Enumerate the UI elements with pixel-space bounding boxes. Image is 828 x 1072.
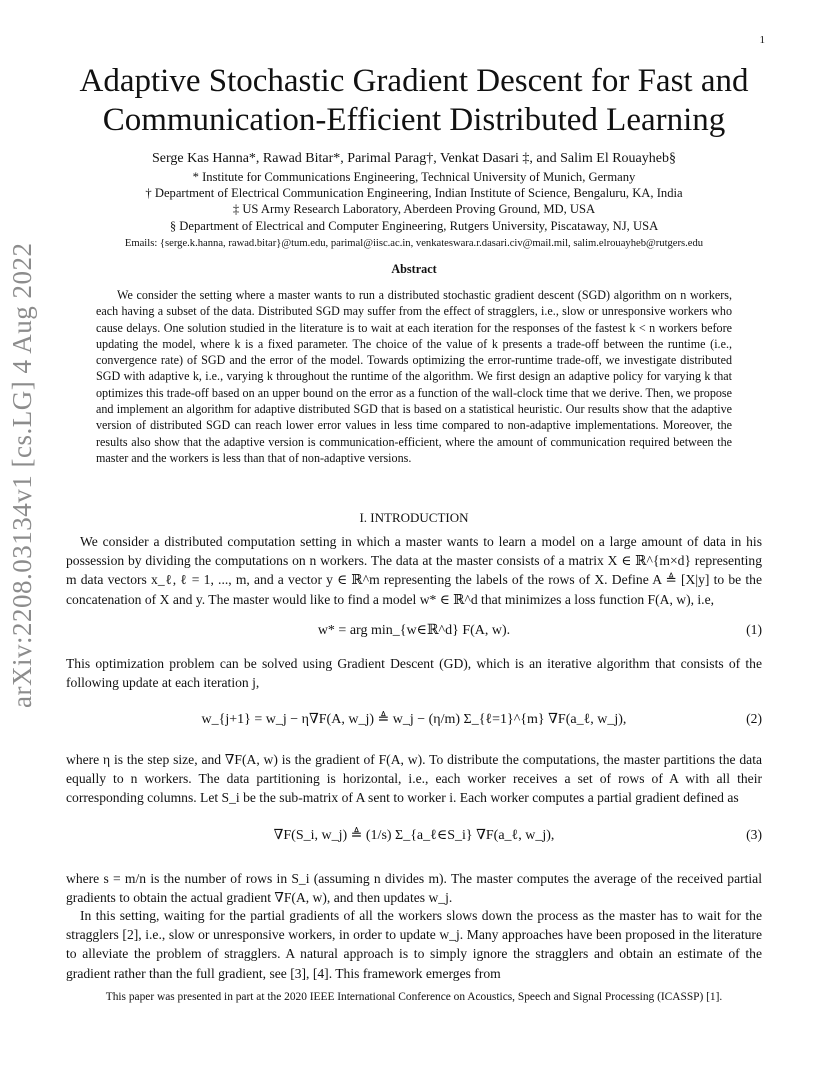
footnote: This paper was presented in part at the 2020 IEEE International Conference on Acoustics, Speech and Signal Processing (ICASSP) [1]. [105, 991, 723, 1003]
authors-line: Serge Kas Hanna*, Rawad Bitar*, Parimal Parag†, Venkat Dasari ‡, and Salim El Rouayheb§ [152, 151, 676, 166]
email-list: Emails: {serge.k.hanna, rawad.bitar}@tum.edu, parimal@iisc.ac.in, venkateswara.r.dasari.civ@mail.mil, salim.elrouayheb@rutgers.edu [124, 237, 704, 249]
equation-3 [66, 827, 762, 844]
abstract-heading: Abstract [391, 262, 437, 276]
equation-1-number: (1) [746, 622, 762, 637]
equation-1-content: w* = arg min_{w∈ℝ^d} F(A, w). [317, 623, 511, 638]
equation-2-number: (2) [746, 711, 762, 726]
intro-paragraph-5: In this setting, waiting for the partial gradients of all the workers slows down the process as the master has to wait for the stragglers [2], i.e., slow or unresponsive workers, in order to update w_j. Many approaches have been proposed in the literature to alleviate the problem of stragglers. A natural approach is to simply ignore the stragglers and obtain an estimate of the gradient rather than the full gradient, see [3], [4]. This framework emerges from [66, 908, 762, 981]
page-number: 1 [759, 34, 765, 46]
affiliation-2: † Department of Electrical Communication Engineering, Indian Institute of Science, Bengaluru, KA, India [145, 186, 683, 201]
affiliation-3: ‡ US Army Research Laboratory, Aberdeen Proving Ground, MD, USA [232, 202, 596, 217]
affiliation-1: * Institute for Communications Engineering, Technical University of Munich, Germany [192, 170, 636, 184]
author-list [60, 150, 768, 167]
equation-2-content: w_{j+1} = w_j − η∇F(A, w_j) ≜ w_j − (η/m) Σ_{ℓ=1}^{m} ∇F(a_ℓ, w_j), [201, 712, 627, 727]
intro-paragraph-4: where s = m/n is the number of rows in S_i (assuming n divides m). The master computes the average of the received partial gradients to obtain the actual gradient ∇F(A, w), and then updates w_j. [66, 871, 762, 906]
affiliation-4: § Department of Electrical and Computer Engineering, Rutgers University, Piscataway, NJ, USA [169, 218, 659, 233]
intro-paragraph-1: We consider a distributed computation setting in which a master wants to learn a model on a large amount of data in his possession by dividing the computations on n workers. The data at the master consists of a matrix X ∈ ℝ^{m×d} representing m data vectors x_ℓ, ℓ = 1, ..., m, and a vector y ∈ ℝ^m representing the labels of the rows of X. Define A ≜ [X|y] to be the concatenation of X and y. The master would like to find a model w* ∈ ℝ^d that minimizes a loss function F(A, w), i.e, [66, 534, 762, 607]
arxiv-sidebar-stamp: arXiv:2208.03134v1 [cs.LG] 4 Aug 2022 [7, 242, 37, 708]
abstract-text: We consider the setting where a master wants to run a distributed stochastic gradient descent (SGD) algorithm on n workers, each having a subset of the data. Distributed SGD may suffer from the effect of stragglers, i.e., slow or unresponsive workers who cause delays. One solution studied in the literature is to wait at each iteration for the responses of the fastest k < n workers before updating the model, where k is a fixed parameter. The choice of the value of k presents a trade-off between the runtime (i.e., convergence rate) of SGD and the error of the model. Towards optimizing the error-runtime trade-off, we investigate distributed SGD with adaptive k, i.e., varying k throughout the runtime of the algorithm. We first design an adaptive policy for varying k that optimizes this trade-off based on an upper bound on the error as a function of the wall-clock time that we derive. Then, we propose and implement an algorithm for adaptive distributed SGD that is based on a statistical heuristic. Our results show that the adaptive version of distributed SGD can reach lower error values in less time compared to non-adaptive implementations. Moreover, the results also show that the adaptive version is communication-efficient, where the amount of communication required between the master and the workers is less than that of non-adaptive versions. [96, 288, 732, 465]
equation-2 [66, 711, 762, 728]
intro-paragraph-2: This optimization problem can be solved using Gradient Descent (GD), which is an iterative algorithm that consists of the following update at each iteration j, [66, 656, 762, 691]
section-heading-introduction: I. INTRODUCTION [359, 510, 469, 525]
equation-3-content: ∇F(S_i, w_j) ≜ (1/s) Σ_{a_ℓ∈S_i} ∇F(a_ℓ, w_j), [273, 828, 555, 843]
paper-title: Adaptive Stochastic Gradient Descent for Fast and Communication-Efficient Distributed Learning [79, 63, 749, 138]
equation-3-number: (3) [746, 827, 762, 842]
author-block [60, 150, 768, 251]
equation-1 [66, 622, 762, 639]
intro-paragraph-3: where η is the step size, and ∇F(A, w) is the gradient of F(A, w). To distribute the computations, the master partitions the data equally to n workers. The data partitioning is horizontal, i.e., each worker receives a set of rows of A with all their corresponding columns. Let S_i be the sub-matrix of A sent to worker i. Each worker computes a partial gradient defined as [66, 752, 762, 806]
